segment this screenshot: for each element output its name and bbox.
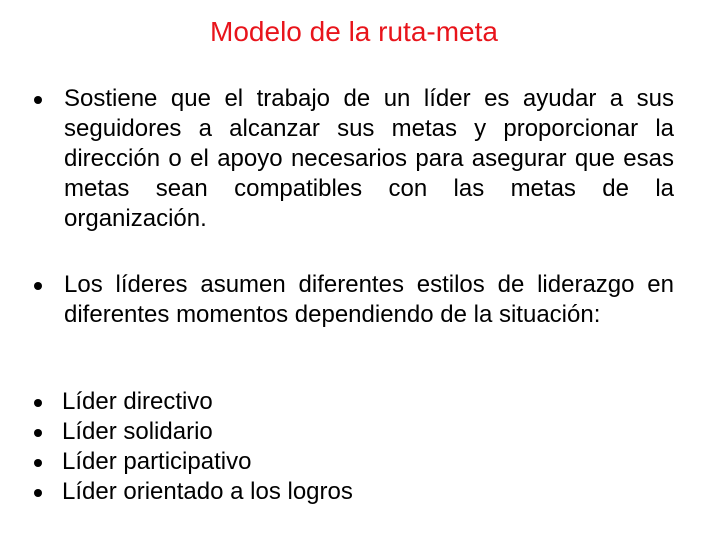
leader-style-label: Líder participativo	[62, 448, 252, 475]
leader-style-label: Líder solidario	[62, 418, 213, 445]
slide-title: Modelo de la ruta-meta	[210, 16, 498, 47]
leader-styles-list	[34, 387, 353, 507]
bullet-dot-icon	[34, 489, 42, 497]
list-item	[34, 447, 353, 477]
bullet-dot-icon	[34, 282, 42, 290]
list-item	[34, 387, 353, 417]
leader-style-label: Líder directivo	[62, 388, 213, 415]
list-item	[34, 477, 353, 507]
bullet-dot-icon	[34, 399, 42, 407]
bullet-paragraph	[34, 270, 674, 330]
list-item	[34, 417, 353, 447]
bullet-dot-icon	[34, 429, 42, 437]
leader-style-label: Líder orientado a los logros	[62, 478, 353, 505]
bullet-dot-icon	[34, 459, 42, 467]
bullet-paragraph-text: Los líderes asumen diferentes estilos de liderazgo en diferentes momentos dependiendo de la situación:	[64, 271, 674, 328]
bullet-paragraph	[34, 84, 674, 234]
bullet-dot-icon	[34, 96, 42, 104]
bullet-paragraph-text: Sostiene que el trabajo de un líder es ayudar a sus seguidores a alcanzar sus metas y proporcionar la dirección o el apoyo necesarios para asegurar que esas metas sean compatibles con las metas de la organización.	[64, 85, 674, 232]
